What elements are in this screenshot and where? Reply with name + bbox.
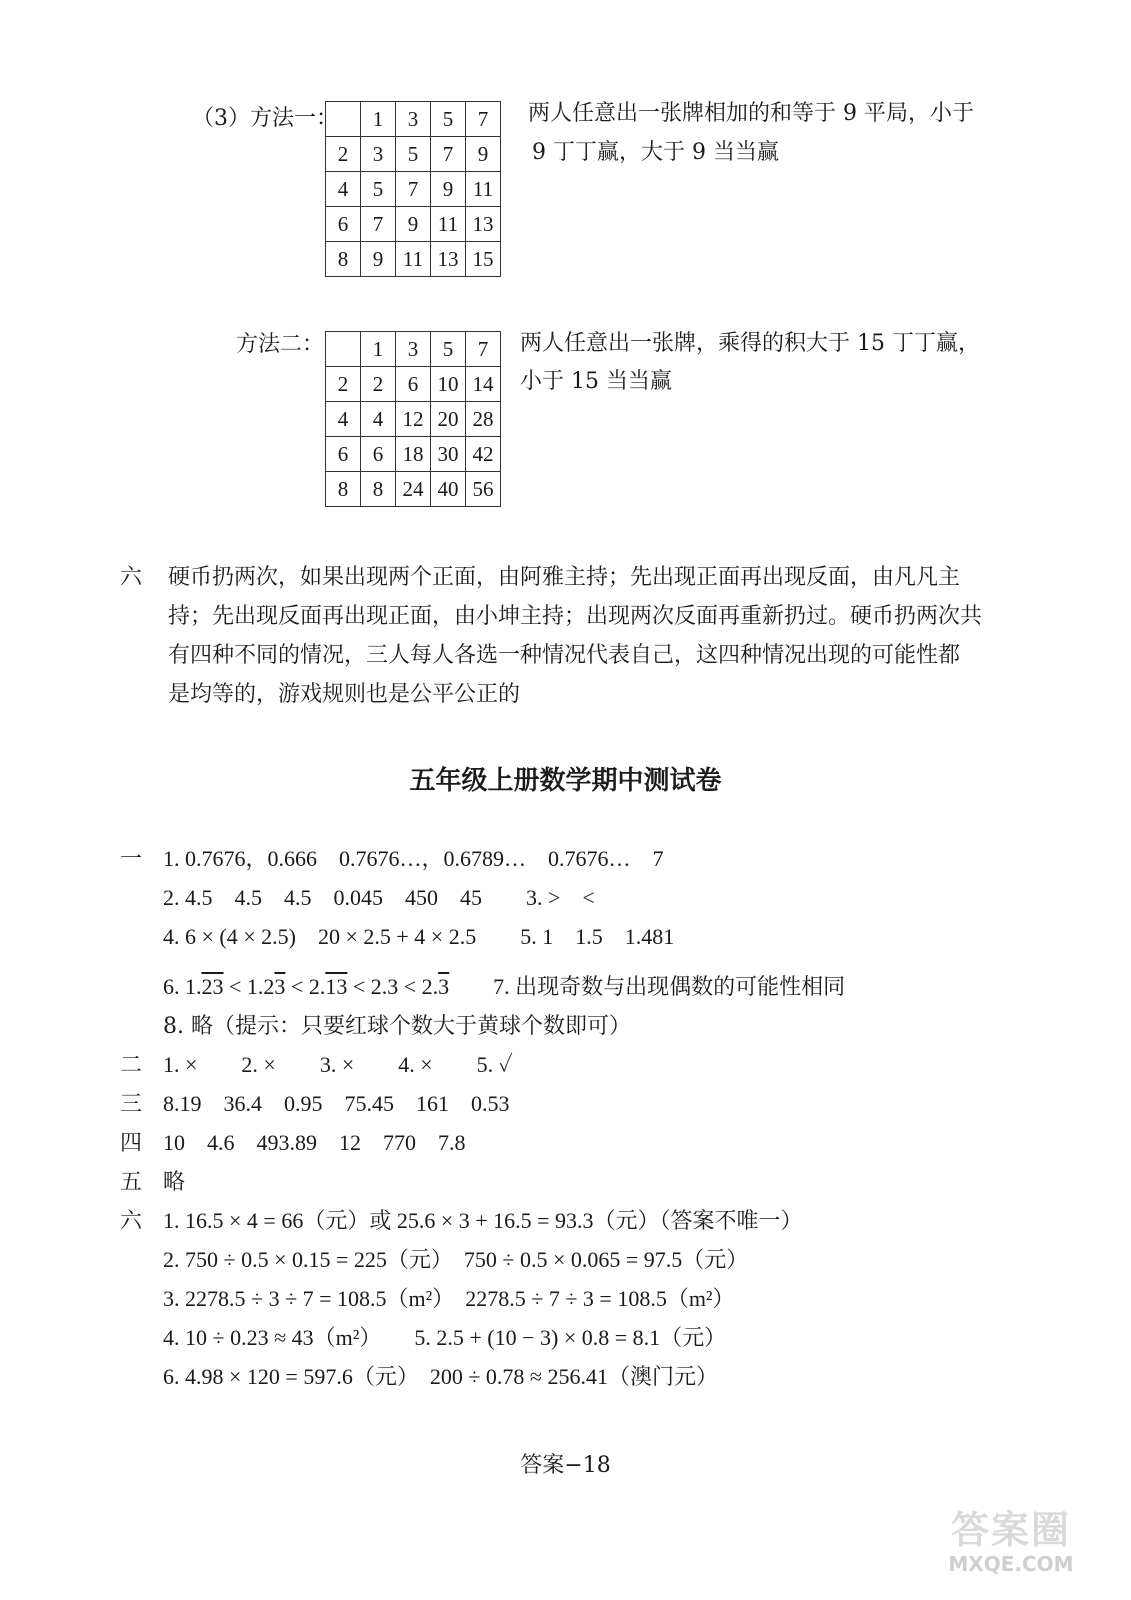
- method2-cell: 8: [326, 472, 361, 507]
- method1-cell: 11: [431, 207, 466, 242]
- method1-row: [326, 102, 501, 137]
- method2-cell: 7: [466, 332, 501, 367]
- method1-row: [326, 242, 501, 277]
- s4-number: 四: [120, 1131, 143, 1156]
- repeating-digits: 3: [274, 974, 286, 999]
- method2-row: [326, 472, 501, 507]
- method2-cell: 3: [396, 332, 431, 367]
- method2-cell: 6: [361, 437, 396, 472]
- s4-text: 10 4.6 493.89 12 770 7.8: [163, 1130, 466, 1155]
- method1-cell: 11: [466, 172, 501, 207]
- method1-sum-table: [325, 101, 501, 277]
- method2-desc-line1: 两人任意出一张牌，乘得的积大于 15 丁丁赢，: [520, 331, 980, 356]
- repeating-digits: 13: [325, 974, 348, 999]
- exam-title: 五年级上册数学期中测试卷: [409, 766, 722, 796]
- method1-cell: [326, 102, 361, 137]
- method2-cell: 10: [431, 367, 466, 402]
- method2-cell: 18: [396, 437, 431, 472]
- method1-cell: 8: [326, 242, 361, 277]
- method2-cell: 20: [431, 402, 466, 437]
- s3-number: 三: [120, 1092, 143, 1117]
- method1-cell: 7: [396, 172, 431, 207]
- method1-cell: 5: [361, 172, 396, 207]
- s6-line-2: 2. 750 ÷ 0.5 × 0.15 = 225（元） 750 ÷ 0.5 × 0.065 = 97.5（元）: [163, 1247, 749, 1272]
- section6-line-2: 持；先出现反面再出现正面，由小坤主持；出现两次反面再重新扔过。硬币扔两次共: [168, 604, 983, 629]
- method1-row: [326, 172, 501, 207]
- method2-cell: 42: [466, 437, 501, 472]
- method1-desc-line1: 两人任意出一张牌相加的和等于 9 平局，小于: [528, 101, 974, 126]
- method1-cell: 4: [326, 172, 361, 207]
- watermark-url: MXQE.COM: [948, 1552, 1074, 1576]
- s6-line-3: 3. 2278.5 ÷ 3 ÷ 7 = 108.5（m²） 2278.5 ÷ 7 ÷ 3 = 108.5（m²）: [163, 1286, 735, 1311]
- method1-cell: 5: [431, 102, 466, 137]
- s1-line-2: 2. 4.5 4.5 4.5 0.045 450 45 3. > <: [163, 885, 595, 910]
- method2-product-table: [325, 331, 501, 507]
- s2-number: 二: [120, 1053, 143, 1078]
- s6-line-4: 4. 10 ÷ 0.23 ≈ 43（m²） 5. 2.5 + (10 − 3) × 0.8 = 8.1（元）: [163, 1325, 727, 1350]
- method1-label: （3）方法一：: [192, 106, 338, 131]
- method1-cell: 7: [466, 102, 501, 137]
- method1-cell: 2: [326, 137, 361, 172]
- method1-cell: 11: [396, 242, 431, 277]
- repeating-digits: 3: [438, 974, 450, 999]
- method2-cell: 28: [466, 402, 501, 437]
- method2-cell: 5: [431, 332, 466, 367]
- s1-line-4: 6. 1.23 < 1.23 < 2.13 < 2.3 < 2.3 7. 出现奇数与出现偶数的可能性相同: [163, 974, 846, 999]
- method2-cell: [326, 332, 361, 367]
- method1-cell: 9: [396, 207, 431, 242]
- method2-row: [326, 402, 501, 437]
- s1-line-5: 8. 略（提示：只要红球个数大于黄球个数即可）: [163, 1014, 631, 1039]
- method2-cell: 2: [326, 367, 361, 402]
- method1-cell: 5: [396, 137, 431, 172]
- method2-label: 方法二：: [236, 332, 325, 357]
- method2-row: [326, 367, 501, 402]
- method2-cell: 4: [361, 402, 396, 437]
- method1-row: [326, 207, 501, 242]
- method1-cell: 9: [361, 242, 396, 277]
- method1-cell: 6: [326, 207, 361, 242]
- method2-cell: 6: [396, 367, 431, 402]
- method1-cell: 9: [431, 172, 466, 207]
- method2-cell: 1: [361, 332, 396, 367]
- method2-cell: 14: [466, 367, 501, 402]
- section6-line-1: 硬币扔两次，如果出现两个正面，由阿雅主持；先出现正面再出现反面，由凡凡主: [168, 565, 961, 590]
- method2-cell: 12: [396, 402, 431, 437]
- method2-cell: 30: [431, 437, 466, 472]
- method2-cell: 40: [431, 472, 466, 507]
- method1-cell: 13: [431, 242, 466, 277]
- s1-line-3: 4. 6 × (4 × 2.5) 20 × 2.5 + 4 × 2.5 5. 1 1.5 1.481: [163, 924, 675, 949]
- method2-desc-line2: 小于 15 当当赢: [520, 369, 672, 394]
- s5-number: 五: [120, 1170, 143, 1195]
- section6-line-4: 是均等的，游戏规则也是公平公正的: [168, 682, 521, 707]
- s1-line-1: 1. 0.7676，0.666 0.7676…，0.6789… 0.7676… 7: [163, 846, 664, 871]
- page-footer: 答案−18: [520, 1453, 611, 1478]
- method1-cell: 15: [466, 242, 501, 277]
- method1-cell: 13: [466, 207, 501, 242]
- method1-cell: 1: [361, 102, 396, 137]
- section6-number: 六: [120, 565, 143, 590]
- s3-text: 8.19 36.4 0.95 75.45 161 0.53: [163, 1091, 510, 1116]
- method2-cell: 2: [361, 367, 396, 402]
- s6-number: 六: [120, 1209, 143, 1234]
- watermark-text: 答案圈: [950, 1508, 1071, 1552]
- method1-cell: 9: [466, 137, 501, 172]
- s5-text: 略: [163, 1170, 186, 1195]
- method1-cell: 3: [396, 102, 431, 137]
- method1-cell: 7: [431, 137, 466, 172]
- s6-line-1: 1. 16.5 × 4 = 66（元）或 25.6 × 3 + 16.5 = 93.3（元）（答案不唯一）: [163, 1208, 803, 1233]
- method1-cell: 7: [361, 207, 396, 242]
- method1-row: [326, 137, 501, 172]
- s1-number: 一: [120, 847, 143, 872]
- s2-text: 1. × 2. × 3. × 4. × 5. ✓: [163, 1052, 513, 1077]
- method2-cell: 8: [361, 472, 396, 507]
- method2-cell: 24: [396, 472, 431, 507]
- method1-cell: 3: [361, 137, 396, 172]
- repeating-digits: 23: [201, 974, 224, 999]
- method2-cell: 56: [466, 472, 501, 507]
- watermark-logo: [931, 1508, 1091, 1578]
- method2-row: [326, 332, 501, 367]
- method2-row: [326, 437, 501, 472]
- method1-desc-line2: 9 丁丁赢，大于 9 当当赢: [532, 140, 779, 165]
- method2-cell: 6: [326, 437, 361, 472]
- s6-line-5: 6. 4.98 × 120 = 597.6（元） 200 ÷ 0.78 ≈ 256.41（澳门元）: [163, 1364, 718, 1389]
- method2-cell: 4: [326, 402, 361, 437]
- section6-line-3: 有四种不同的情况，三人每人各选一种情况代表自己，这四种情况出现的可能性都: [168, 643, 961, 668]
